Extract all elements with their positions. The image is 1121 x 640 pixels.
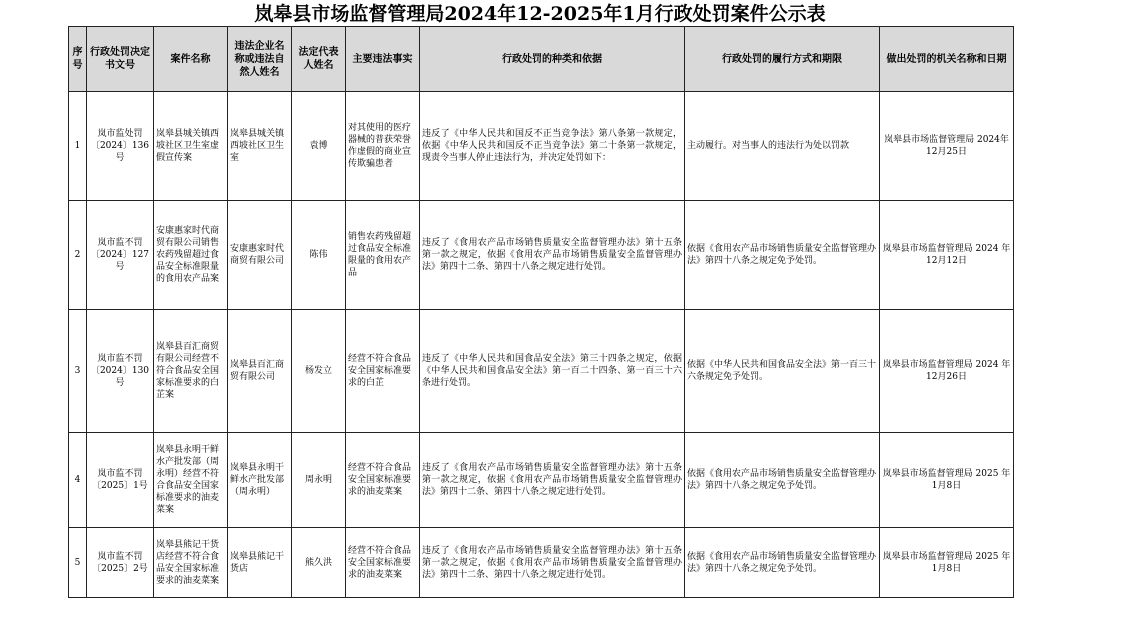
cell-case-name: 岚皋县熊记干货店经营不符合食品安全国家标准要求的油麦菜案 [154,528,228,598]
header-execution: 行政处罚的履行方式和期限 [685,27,880,92]
cell-party: 岚皋县熊记干货店 [228,528,292,598]
header-party: 违法企业名称或违法自然人姓名 [228,27,292,92]
cell-seq: 5 [69,528,87,598]
cell-party: 岚皋县百汇商贸有限公司 [228,310,292,433]
cell-execution: 依据《食用农产品市场销售质量安全监督管理办法》第四十八条之规定免予处罚。 [685,433,880,528]
cell-case-name: 岚皋县城关镇西坡社区卫生室虚假宣传案 [154,92,228,201]
cell-execution: 依据《食用农产品市场销售质量安全监督管理办法》第四十八条之规定免予处罚。 [685,528,880,598]
cell-case-name: 岚皋县永明干鲜水产批发部（周永明）经营不符合食品安全国家标准要求的油麦菜案 [154,433,228,528]
cell-doc-no: 岚市监不罚〔2025〕2号 [87,528,154,598]
cell-legal-rep: 杨发立 [292,310,346,433]
header-penalty: 行政处罚的种类和依据 [420,27,685,92]
cell-authority: 岚皋县市场监督管理局 2024 年12月26日 [880,310,1014,433]
cell-authority: 岚皋县市场监督管理局 2025 年1月8日 [880,433,1014,528]
table-row [69,92,1014,201]
page-title: 岚皋县市场监督管理局2024年12-2025年1月行政处罚案件公示表 [254,3,826,25]
cell-legal-rep: 陈伟 [292,201,346,310]
cell-seq: 2 [69,201,87,310]
cell-authority: 岚皋县市场监督管理局 2024 年12月12日 [880,201,1014,310]
cell-penalty: 违反了《食用农产品市场销售质量安全监督管理办法》第十五条第一款之规定，依据《食用农产品市场销售质量安全监督管理办法》第四十二条、第四十八条之规定进行处罚。 [420,433,685,528]
cell-facts: 对其使用的医疗器械的普获荣誉作虚假的商业宣传欺骗患者 [346,92,420,201]
cell-penalty: 违反了《中华人民共和国反不正当竞争法》第八条第一款规定，依据《中华人民共和国反不正当竞争法》第二十条第一款规定，现责令当事人停止违法行为，并决定处罚如下： [420,92,685,201]
penalty-table [68,26,1014,598]
cell-execution: 依据《食用农产品市场销售质量安全监督管理办法》第四十八条之规定免予处罚。 [685,201,880,310]
cell-doc-no: 岚市监处罚〔2024〕136号 [87,92,154,201]
cell-seq: 4 [69,433,87,528]
cell-seq: 1 [69,92,87,201]
cell-authority: 岚皋县市场监督管理局 2024年12月25日 [880,92,1014,201]
cell-party: 安康惠家时代商贸有限公司 [228,201,292,310]
header-facts: 主要违法事实 [346,27,420,92]
cell-legal-rep: 袁博 [292,92,346,201]
cell-facts: 经营不符合食品安全国家标准要求的白芷 [346,310,420,433]
cell-doc-no: 岚市监不罚〔2025〕1号 [87,433,154,528]
cell-facts: 销售农药残留超过食品安全标准限量的食用农产品 [346,201,420,310]
cell-case-name: 岚皋县百汇商贸有限公司经营不符合食品安全国家标准要求的白芷案 [154,310,228,433]
cell-penalty: 违反了《中华人民共和国食品安全法》第三十四条之规定，依据《中华人民共和国食品安全法》第一百二十四条、第一百三十六条进行处罚。 [420,310,685,433]
cell-penalty: 违反了《食用农产品市场销售质量安全监督管理办法》第十五条第一款之规定，依据《食用农产品市场销售质量安全监督管理办法》第四十二条、第四十八条之规定进行处罚。 [420,528,685,598]
table-row [69,310,1014,433]
cell-doc-no: 岚市监不罚〔2024〕130号 [87,310,154,433]
cell-execution: 主动履行。对当事人的违法行为处以罚款 [685,92,880,201]
table-row [69,433,1014,528]
cell-facts: 经营不符合食品安全国家标准要求的油麦菜案 [346,528,420,598]
cell-party: 岚皋县永明干鲜水产批发部（周永明） [228,433,292,528]
cell-party: 岚皋县城关镇西坡社区卫生室 [228,92,292,201]
cell-legal-rep: 周永明 [292,433,346,528]
header-case-name: 案件名称 [154,27,228,92]
cell-execution: 依据《中华人民共和国食品安全法》第一百三十六条规定免予处罚。 [685,310,880,433]
cell-doc-no: 岚市监不罚〔2024〕127号 [87,201,154,310]
header-authority: 做出处罚的机关名称和日期 [880,27,1014,92]
cell-authority: 岚皋县市场监督管理局 2025 年1月8日 [880,528,1014,598]
header-seq: 序号 [69,27,87,92]
cell-case-name: 安康惠家时代商贸有限公司销售农药残留超过食品安全标准限量的食用农产品案 [154,201,228,310]
cell-seq: 3 [69,310,87,433]
table-row [69,201,1014,310]
table-header-row [69,27,1014,92]
cell-penalty: 违反了《食用农产品市场销售质量安全监督管理办法》第十五条第一款之规定，依据《食用农产品市场销售质量安全监督管理办法》第四十二条、第四十八条之规定进行处罚。 [420,201,685,310]
cell-facts: 经营不符合食品安全国家标准要求的油麦菜案 [346,433,420,528]
cell-legal-rep: 熊久洪 [292,528,346,598]
table-row [69,528,1014,598]
header-legal-rep: 法定代表人姓名 [292,27,346,92]
header-doc-no: 行政处罚决定书文号 [87,27,154,92]
